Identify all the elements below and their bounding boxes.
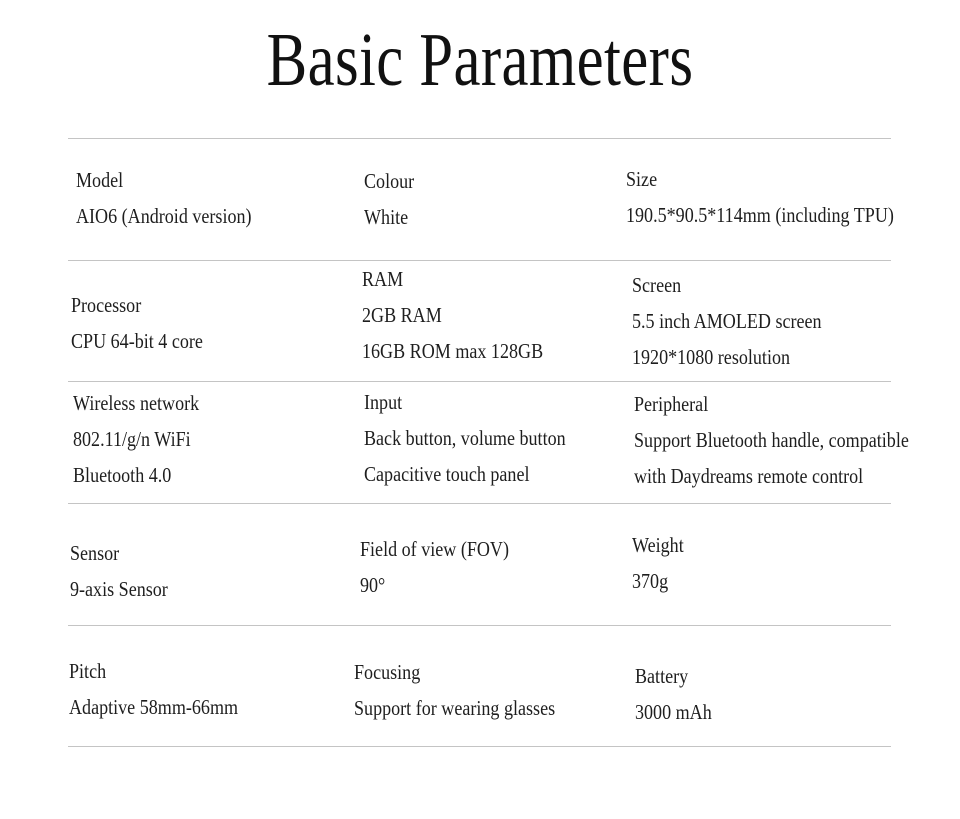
spec-value: 2GB RAM (362, 303, 442, 327)
spec-value: 370g (632, 569, 669, 593)
spec-label: Field of view (FOV) (360, 537, 509, 561)
spec-value: AIO6 (Android version) (76, 204, 252, 228)
spec-label: Battery (635, 664, 689, 688)
spec-weight (632, 527, 684, 599)
page-title: Basic Parameters (266, 18, 694, 102)
spec-value: Support for wearing glasses (354, 696, 556, 720)
spec-value: Capacitive touch panel (364, 462, 530, 486)
spec-label: Peripheral (634, 392, 709, 416)
spec-label: Size (626, 167, 658, 191)
spec-screen (632, 267, 822, 375)
spec-value: 90° (360, 573, 386, 597)
divider (68, 625, 891, 626)
spec-value: Back button, volume button (364, 426, 566, 450)
spec-processor (71, 287, 203, 359)
spec-battery (635, 658, 712, 730)
spec-label: Colour (364, 169, 415, 193)
spec-label: Pitch (69, 659, 107, 683)
spec-wireless-network (73, 385, 199, 493)
spec-label: Model (76, 168, 124, 192)
spec-label: Input (364, 390, 403, 414)
spec-label: Screen (632, 273, 682, 297)
divider (68, 746, 891, 747)
spec-value: 1920*1080 resolution (632, 345, 791, 369)
spec-model (76, 162, 252, 234)
spec-label: Sensor (70, 541, 120, 565)
spec-value: Adaptive 58mm-66mm (69, 695, 239, 719)
spec-label: Processor (71, 293, 142, 317)
spec-field-of-view (360, 531, 509, 603)
divider (68, 381, 891, 382)
spec-label: RAM (362, 267, 404, 291)
spec-label: Focusing (354, 660, 421, 684)
spec-pitch (69, 653, 238, 725)
spec-value: 5.5 inch AMOLED screen (632, 309, 822, 333)
spec-input (364, 384, 566, 492)
spec-value: 16GB ROM max 128GB (362, 339, 544, 363)
spec-value: with Daydreams remote control (634, 464, 864, 488)
spec-sensor (70, 535, 168, 607)
divider (68, 138, 891, 139)
spec-value: 3000 mAh (635, 700, 712, 724)
spec-value: 9-axis Sensor (70, 577, 168, 601)
spec-focusing (354, 654, 555, 726)
spec-label: Wireless network (73, 391, 200, 415)
spec-value: CPU 64-bit 4 core (71, 329, 203, 353)
spec-peripheral (634, 386, 909, 494)
divider (68, 503, 891, 504)
spec-value: Bluetooth 4.0 (73, 463, 172, 487)
spec-ram (362, 261, 543, 369)
spec-value: 802.11/g/n WiFi (73, 427, 191, 451)
spec-value: Support Bluetooth handle, compatible (634, 428, 909, 452)
spec-size (626, 161, 894, 233)
spec-colour (364, 163, 414, 235)
spec-value: 190.5*90.5*114mm (including TPU) (626, 203, 894, 227)
spec-value: White (364, 205, 409, 229)
spec-label: Weight (632, 533, 684, 557)
